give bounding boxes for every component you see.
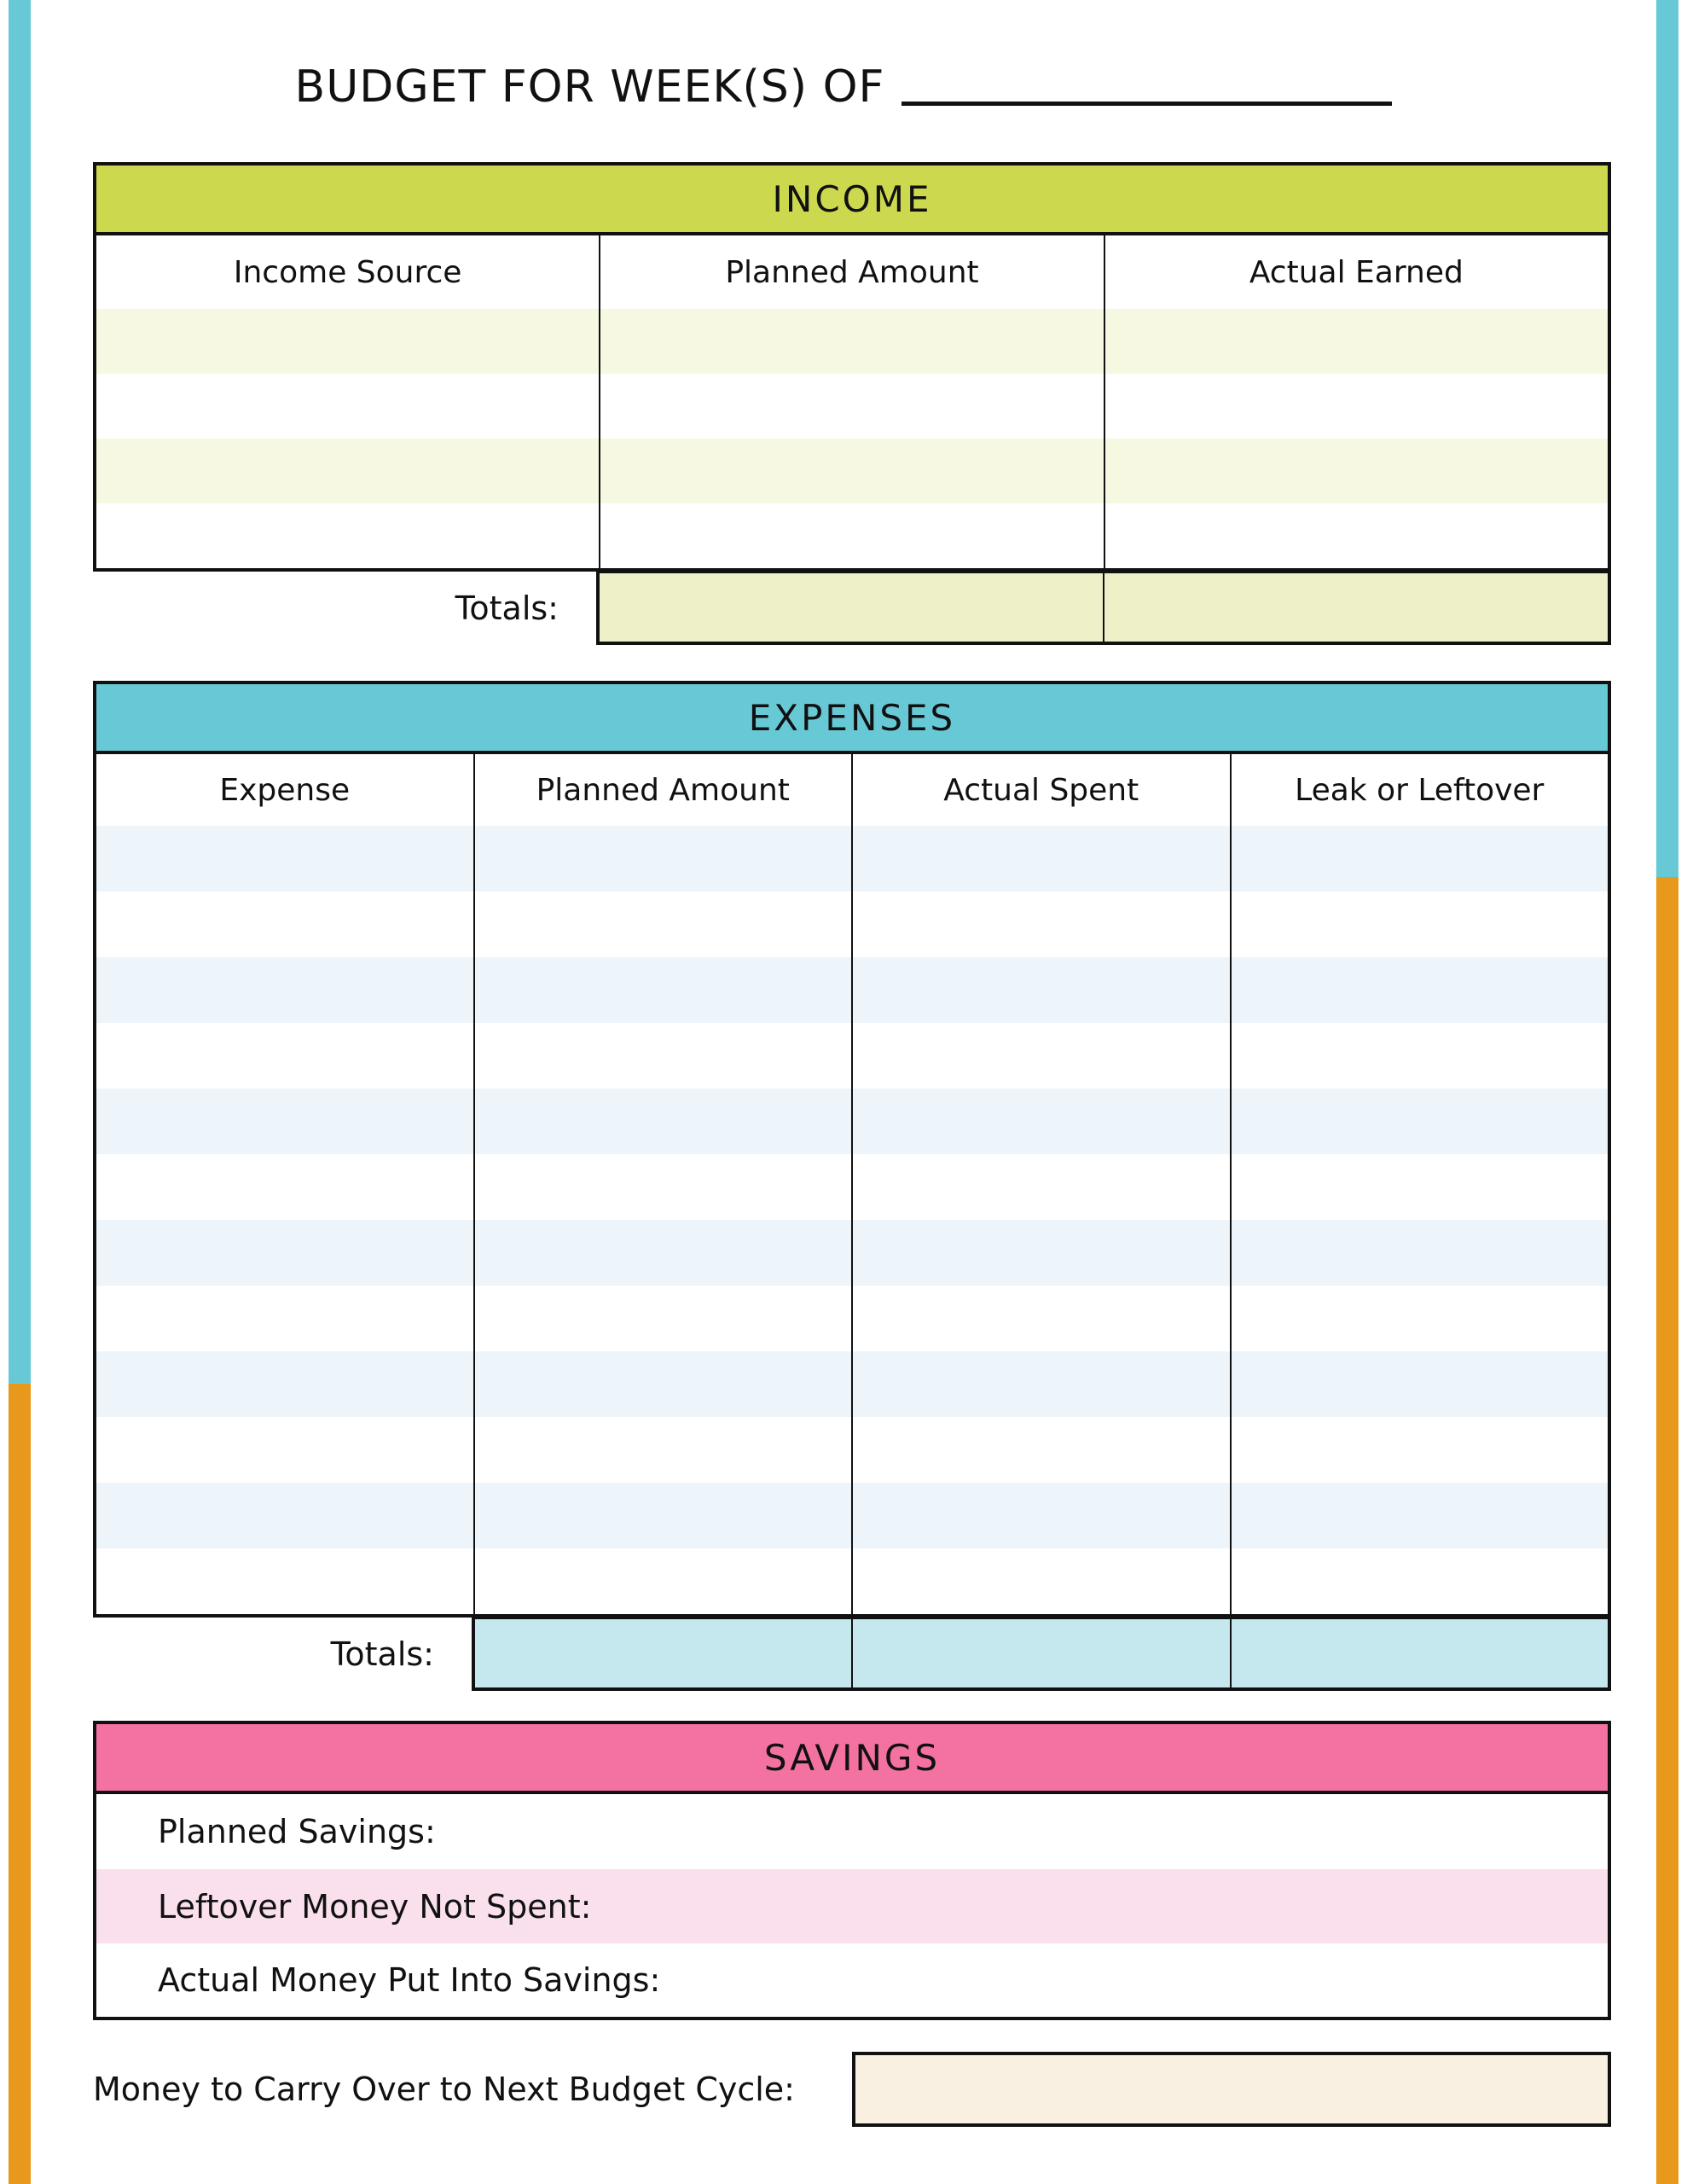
right-edge-accent-stripe xyxy=(1656,0,1678,2184)
income-totals-cells xyxy=(596,572,1611,645)
expenses-cell-expense[interactable] xyxy=(96,1154,475,1220)
expenses-cell-planned-amount[interactable] xyxy=(475,957,854,1023)
income-col-header-actual-earned: Actual Earned xyxy=(1249,254,1464,290)
income-cell-income-source[interactable] xyxy=(96,374,600,439)
expenses-row xyxy=(96,1483,1608,1548)
expenses-row xyxy=(96,1286,1608,1351)
expenses-cell-planned-amount[interactable] xyxy=(475,1483,854,1548)
expenses-cell-actual-spent[interactable] xyxy=(853,1351,1232,1417)
expenses-cell-leak-or-leftover[interactable] xyxy=(1232,1286,1609,1351)
expenses-cell-actual-spent[interactable] xyxy=(853,957,1232,1023)
expenses-cell-leak-or-leftover[interactable] xyxy=(1232,826,1609,892)
expenses-cell-planned-amount[interactable] xyxy=(475,1286,854,1351)
expenses-row xyxy=(96,1417,1608,1483)
expenses-cell-expense[interactable] xyxy=(96,1548,475,1614)
expenses-totals-label: Totals: xyxy=(330,1635,434,1673)
expenses-cell-leak-or-leftover[interactable] xyxy=(1232,1548,1609,1614)
expenses-cell-actual-spent[interactable] xyxy=(853,826,1232,892)
expenses-cell-planned-amount[interactable] xyxy=(475,1417,854,1483)
expenses-cell-leak-or-leftover[interactable] xyxy=(1232,892,1609,957)
expenses-cell-expense[interactable] xyxy=(96,1351,475,1417)
expenses-cell-leak-or-leftover[interactable] xyxy=(1232,1154,1609,1220)
expenses-row xyxy=(96,1089,1608,1154)
expenses-cell-expense[interactable] xyxy=(96,1483,475,1548)
savings-section-header: SAVINGS xyxy=(93,1721,1611,1794)
income-totals-row xyxy=(93,572,1611,645)
income-cell-planned-amount[interactable] xyxy=(600,503,1104,568)
income-section-header: INCOME xyxy=(93,162,1611,235)
carryover-row xyxy=(93,2052,1611,2127)
expenses-cell-expense[interactable] xyxy=(96,1089,475,1154)
expenses-cell-actual-spent[interactable] xyxy=(853,1548,1232,1614)
expenses-section xyxy=(93,681,1611,1691)
expenses-total-leak-or-leftover-cell[interactable] xyxy=(1232,1619,1608,1687)
expenses-row xyxy=(96,826,1608,892)
income-totals-label: Totals: xyxy=(455,590,559,627)
expenses-rows xyxy=(96,826,1608,1614)
expenses-col-header-expense: Expense xyxy=(96,754,475,826)
income-cell-actual-earned[interactable] xyxy=(1105,374,1608,439)
expenses-cell-actual-spent[interactable] xyxy=(853,1483,1232,1548)
left-edge-accent-stripe xyxy=(9,0,31,2184)
expenses-cell-leak-or-leftover[interactable] xyxy=(1232,1220,1609,1286)
income-cell-planned-amount[interactable] xyxy=(600,309,1104,374)
expenses-column-headers xyxy=(96,754,1608,826)
expenses-table xyxy=(93,754,1611,1618)
expenses-col-header-leak-or-leftover: Leak or Leftover xyxy=(1295,772,1545,808)
expenses-cell-planned-amount[interactable] xyxy=(475,1089,854,1154)
income-section xyxy=(93,162,1611,645)
expenses-row xyxy=(96,1548,1608,1614)
expenses-cell-planned-amount[interactable] xyxy=(475,1154,854,1220)
expenses-cell-actual-spent[interactable] xyxy=(853,1023,1232,1089)
income-cell-planned-amount[interactable] xyxy=(600,439,1104,503)
expenses-cell-leak-or-leftover[interactable] xyxy=(1232,1483,1609,1548)
savings-section xyxy=(93,1721,1611,2020)
expenses-row xyxy=(96,957,1608,1023)
expenses-cell-expense[interactable] xyxy=(96,892,475,957)
expenses-cell-expense[interactable] xyxy=(96,1220,475,1286)
expenses-row xyxy=(96,892,1608,957)
savings-row-leftover-money-not-spent[interactable]: Leftover Money Not Spent: xyxy=(96,1869,1608,1943)
income-cell-income-source[interactable] xyxy=(96,309,600,374)
expenses-cell-leak-or-leftover[interactable] xyxy=(1232,957,1609,1023)
income-row xyxy=(96,374,1608,439)
expenses-cell-expense[interactable] xyxy=(96,1286,475,1351)
expenses-row xyxy=(96,1023,1608,1089)
expenses-cell-leak-or-leftover[interactable] xyxy=(1232,1351,1609,1417)
income-table xyxy=(93,235,1611,572)
expenses-total-actual-spent-cell[interactable] xyxy=(853,1619,1231,1687)
savings-table xyxy=(93,1794,1611,2020)
expenses-cell-actual-spent[interactable] xyxy=(853,1220,1232,1286)
week-date-blank-line[interactable] xyxy=(901,102,1392,106)
expenses-cell-planned-amount[interactable] xyxy=(475,1023,854,1089)
expenses-cell-leak-or-leftover[interactable] xyxy=(1232,1089,1609,1154)
income-col-header-income-source: Income Source xyxy=(96,235,600,309)
income-cell-actual-earned[interactable] xyxy=(1105,503,1608,568)
expenses-cell-expense[interactable] xyxy=(96,826,475,892)
expenses-cell-expense[interactable] xyxy=(96,957,475,1023)
expenses-cell-actual-spent[interactable] xyxy=(853,1089,1232,1154)
page-title: BUDGET FOR WEEK(S) OF xyxy=(294,61,885,113)
income-col-header-planned-amount: Planned Amount xyxy=(600,235,1104,309)
expenses-cell-leak-or-leftover[interactable] xyxy=(1232,1417,1609,1483)
expenses-cell-planned-amount[interactable] xyxy=(475,1220,854,1286)
expenses-cell-actual-spent[interactable] xyxy=(853,1286,1232,1351)
expenses-cell-expense[interactable] xyxy=(96,1023,475,1089)
income-column-headers xyxy=(96,235,1608,309)
expenses-col-header-actual-spent: Actual Spent xyxy=(853,754,1232,826)
income-row xyxy=(96,439,1608,503)
income-row xyxy=(96,503,1608,568)
expenses-totals-cells xyxy=(472,1618,1611,1691)
expenses-row xyxy=(96,1154,1608,1220)
expenses-cell-actual-spent[interactable] xyxy=(853,1417,1232,1483)
carryover-label: Money to Carry Over to Next Budget Cycle: xyxy=(93,2071,795,2108)
savings-row-actual-money-put-into-savings[interactable]: Actual Money Put Into Savings: xyxy=(158,1961,661,1999)
income-cell-actual-earned[interactable] xyxy=(1105,309,1608,374)
expenses-cell-actual-spent[interactable] xyxy=(853,892,1232,957)
income-cell-income-source[interactable] xyxy=(96,503,600,568)
expenses-total-planned-amount-cell[interactable] xyxy=(475,1619,853,1687)
expenses-cell-planned-amount[interactable] xyxy=(475,826,854,892)
income-total-actual-earned-cell[interactable] xyxy=(1104,573,1608,642)
page-header xyxy=(0,61,1687,113)
savings-row-planned-savings[interactable]: Planned Savings: xyxy=(158,1813,436,1850)
expenses-section-header: EXPENSES xyxy=(93,681,1611,754)
income-rows xyxy=(96,309,1608,568)
income-total-planned-amount-cell[interactable] xyxy=(600,573,1104,642)
income-cell-actual-earned[interactable] xyxy=(1105,439,1608,503)
expenses-totals-row xyxy=(93,1618,1611,1691)
expenses-row xyxy=(96,1220,1608,1286)
income-cell-income-source[interactable] xyxy=(96,439,600,503)
expenses-cell-planned-amount[interactable] xyxy=(475,1548,854,1614)
expenses-col-header-planned-amount: Planned Amount xyxy=(475,754,854,826)
carryover-amount-box[interactable] xyxy=(852,2052,1611,2127)
expenses-cell-planned-amount[interactable] xyxy=(475,1351,854,1417)
expenses-cell-planned-amount[interactable] xyxy=(475,892,854,957)
expenses-row xyxy=(96,1351,1608,1417)
expenses-cell-expense[interactable] xyxy=(96,1417,475,1483)
expenses-cell-actual-spent[interactable] xyxy=(853,1154,1232,1220)
expenses-cell-leak-or-leftover[interactable] xyxy=(1232,1023,1609,1089)
income-cell-planned-amount[interactable] xyxy=(600,374,1104,439)
income-row xyxy=(96,309,1608,374)
